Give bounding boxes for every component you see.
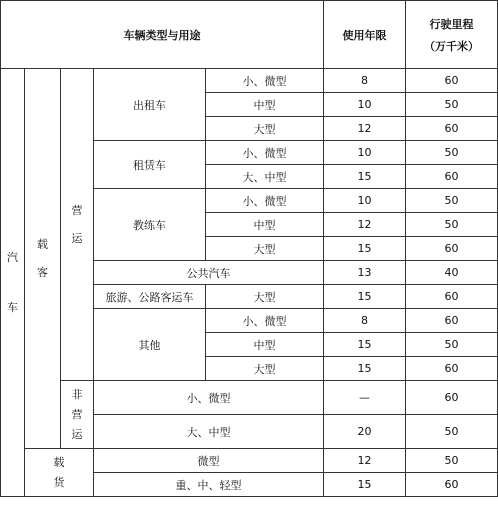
years-cell: 10 — [324, 189, 406, 213]
mileage-cell: 50 — [406, 449, 498, 473]
years-cell: 20 — [324, 415, 406, 449]
table-row — [1, 449, 498, 473]
mileage-cell: 40 — [406, 261, 498, 285]
group-passenger-char-2: 客 — [37, 265, 48, 279]
size-cell: 小、微型 — [206, 141, 324, 165]
category-cell: 旅游、公路客运车 — [94, 285, 206, 309]
category-cell: 租赁车 — [94, 141, 206, 189]
years-cell: 15 — [324, 333, 406, 357]
table-row — [1, 69, 498, 93]
group-noncommercial — [61, 381, 94, 449]
mileage-cell: 50 — [406, 213, 498, 237]
mileage-cell: 50 — [406, 415, 498, 449]
years-cell: 10 — [324, 93, 406, 117]
category-cell: 重、中、轻型 — [94, 473, 324, 497]
group-noncommercial-char-1: 非 — [71, 387, 83, 401]
mileage-cell: 60 — [406, 309, 498, 333]
years-cell: 12 — [324, 449, 406, 473]
years-cell: — — [324, 381, 406, 415]
size-cell: 中型 — [206, 93, 324, 117]
group-noncommercial-char-3: 运 — [71, 427, 83, 441]
category-cell: 微型 — [94, 449, 324, 473]
size-cell: 大型 — [206, 285, 324, 309]
group-passenger-char-1: 载 — [37, 237, 48, 251]
category-cell: 教练车 — [94, 189, 206, 261]
header-row — [1, 1, 498, 69]
size-cell: 大型 — [206, 117, 324, 141]
header-vehicle-type: 车辆类型与用途 — [1, 1, 324, 69]
category-cell: 小、微型 — [94, 381, 324, 415]
header-years: 使用年限 — [324, 1, 406, 69]
group-car-char-2: 车 — [7, 300, 18, 314]
years-cell: 15 — [324, 237, 406, 261]
size-cell: 大、中型 — [206, 165, 324, 189]
category-cell: 公共汽车 — [94, 261, 324, 285]
group-commercial-char-1: 营 — [71, 203, 83, 217]
years-cell: 12 — [324, 213, 406, 237]
category-cell: 出租车 — [94, 69, 206, 141]
group-cargo-char-2: 货 — [53, 475, 65, 489]
group-car — [1, 69, 25, 497]
size-cell: 大型 — [206, 237, 324, 261]
group-cargo-char-1: 载 — [53, 455, 65, 469]
size-cell: 中型 — [206, 213, 324, 237]
size-cell: 小、微型 — [206, 309, 324, 333]
years-cell: 10 — [324, 141, 406, 165]
mileage-cell: 60 — [406, 165, 498, 189]
mileage-cell: 60 — [406, 473, 498, 497]
size-cell: 中型 — [206, 333, 324, 357]
header-mileage-title: 行驶里程 — [429, 17, 474, 31]
group-noncommercial-char-2: 营 — [71, 407, 83, 421]
mileage-cell: 60 — [406, 357, 498, 381]
mileage-cell: 60 — [406, 285, 498, 309]
years-cell: 13 — [324, 261, 406, 285]
category-cell: 其他 — [94, 309, 206, 381]
size-cell: 大型 — [206, 357, 324, 381]
group-commercial-char-2: 运 — [71, 231, 83, 245]
years-cell: 8 — [324, 309, 406, 333]
mileage-cell: 50 — [406, 93, 498, 117]
mileage-cell: 50 — [406, 189, 498, 213]
years-cell: 8 — [324, 69, 406, 93]
years-cell: 15 — [324, 285, 406, 309]
category-cell: 大、中型 — [94, 415, 324, 449]
header-mileage-unit: （万千米） — [424, 39, 480, 53]
group-commercial — [61, 69, 94, 381]
mileage-cell: 60 — [406, 69, 498, 93]
group-passenger — [25, 69, 61, 449]
size-cell: 小、微型 — [206, 69, 324, 93]
group-car-char-1: 汽 — [7, 250, 18, 264]
mileage-cell: 50 — [406, 141, 498, 165]
years-cell: 15 — [324, 357, 406, 381]
mileage-cell: 60 — [406, 117, 498, 141]
group-cargo — [25, 449, 94, 497]
mileage-cell: 50 — [406, 333, 498, 357]
years-cell: 15 — [324, 473, 406, 497]
size-cell: 小、微型 — [206, 189, 324, 213]
mileage-cell: 60 — [406, 381, 498, 415]
table-row — [1, 381, 498, 415]
years-cell: 15 — [324, 165, 406, 189]
years-cell: 12 — [324, 117, 406, 141]
header-mileage — [406, 1, 498, 69]
mileage-cell: 60 — [406, 237, 498, 261]
